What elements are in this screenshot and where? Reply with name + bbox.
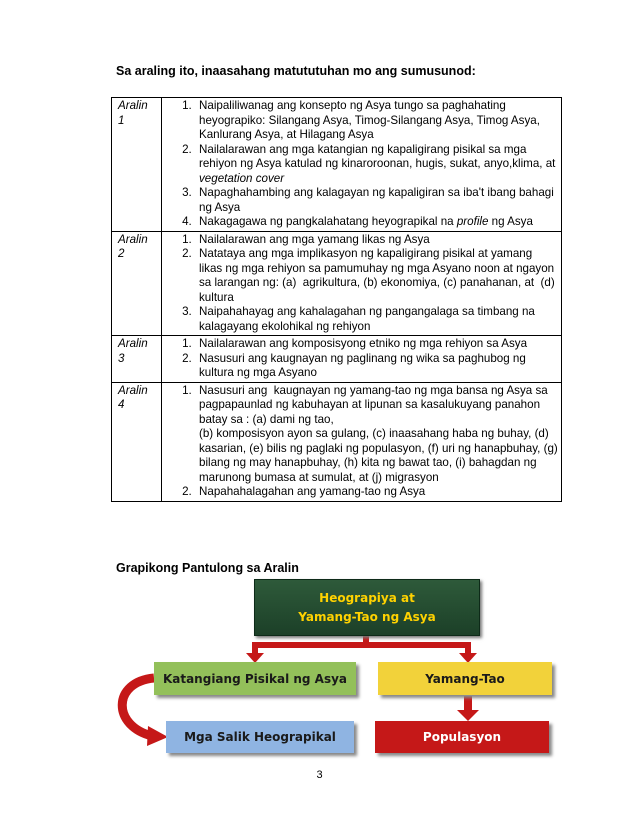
lesson-label-word: Aralin bbox=[118, 232, 148, 246]
objective-item: 1. Nailalarawan ang mga yamang likas ng Asya bbox=[195, 233, 558, 248]
diagram-physical-label: Katangiang Pisikal ng Asya bbox=[162, 671, 348, 686]
lesson-label-number: 2 bbox=[118, 247, 125, 260]
objective-item: 1. Nasusuri ang kaugnayan ng yamang-tao ng mga bansa ng Asya sa pagpapaunlad ng kabuhayan at lipunan sa kasalukuyang panahon batay sa : (a) dami ng tao, (b) komposisyon ayon sa gulang, (c) inaasahang haba ng buhay, (d) kasarian, (e) bilis ng paglaki ng populasyon, (f) uri ng hanapbuhay, (g) bilang ng may hanapbuhay, (h) kita ng bawat tao, (i) bahagdan ng marunong bumasa at sumulat, at (j) migrasyon bbox=[195, 384, 558, 486]
objective-item: 4. Nakagagawa ng pangkalahatang heyograpikal na profile ng Asya bbox=[195, 215, 558, 230]
lesson-label-number: 3 bbox=[118, 351, 125, 365]
objective-item: 2. Natataya ang mga implikasyon ng kapaligirang pisikal at yamang likas ng mga rehiyon sa pamumuhay ng mga Asyano noon at ngayon sa larangan ng: (a) agrikultura, (b) ekonomiya, (c) panahanan, at (d) kultura bbox=[195, 247, 558, 305]
diagram-physical-box bbox=[154, 662, 356, 695]
page-number: 3 bbox=[316, 769, 323, 781]
objective-item: 1. Nailalarawan ang komposisyong etniko ng mga rehiyon sa Asya bbox=[195, 337, 558, 352]
lesson-label-number: 4 bbox=[118, 398, 125, 411]
connector-right-down bbox=[464, 696, 472, 712]
graphic-organizer-title: Grapikong Pantulong sa Aralin bbox=[116, 561, 299, 575]
lesson-label-word: Aralin bbox=[118, 337, 148, 350]
diagram-human-resources-label: Yamang-Tao bbox=[425, 671, 505, 686]
diagram-geographic-factors-label: Mga Salik Heograpikal bbox=[184, 730, 336, 744]
diagram-population-box bbox=[375, 721, 549, 753]
lesson-label-word: Aralin bbox=[118, 383, 148, 397]
objective-item: 2. Nasusuri ang kaugnayan ng paglinang ng wika sa paghubog ng kultura ng mga Asyano bbox=[195, 352, 558, 381]
objective-item: 2. Nailalarawan ang mga katangian ng kapaligirang pisikal sa mga rehiyon ng Asya katulad ng kinaroroonan, hugis, sukat, anyo,klima, at vegetation cover bbox=[195, 143, 558, 187]
objective-item: 1. Naipaliliwanag ang konsepto ng Asya tungo sa paghahating heyograpiko: Silangang Asya, Timog-Silangang Asya, Timog Asya, Kanlurang Asya, at Hilagang Asya bbox=[195, 99, 558, 143]
diagram-top-label: Heograpiya at Yamang-Tao ng Asya bbox=[298, 590, 436, 624]
objective-item: 2. Napahahalagahan ang yamang-tao ng Asya bbox=[195, 485, 558, 500]
diagram-population-label: Populasyon bbox=[422, 730, 502, 744]
objective-item: 3. Napaghahambing ang kalagayan ng kapaligiran sa iba't ibang bahagi ng Asya bbox=[195, 186, 558, 215]
diagram-top-box bbox=[254, 579, 480, 636]
lesson-label-number: 1 bbox=[118, 113, 125, 127]
diagram-human-resources-box bbox=[378, 662, 552, 695]
arrow-right-down-head bbox=[457, 710, 479, 721]
connector-top-to-branches bbox=[255, 634, 468, 656]
objective-item: 3. Naipahahayag ang kahalagahan ng pangangalaga sa timbang na kalagayang ekolohikal ng rehiyon bbox=[195, 305, 558, 334]
lesson-label-word: Aralin bbox=[118, 99, 148, 112]
curved-arrow-head bbox=[147, 726, 168, 746]
diagram-geographic-factors-box bbox=[166, 721, 354, 753]
intro-text: Sa araling ito, inaasahang matututuhan mo ang sumusunod: bbox=[116, 64, 476, 78]
